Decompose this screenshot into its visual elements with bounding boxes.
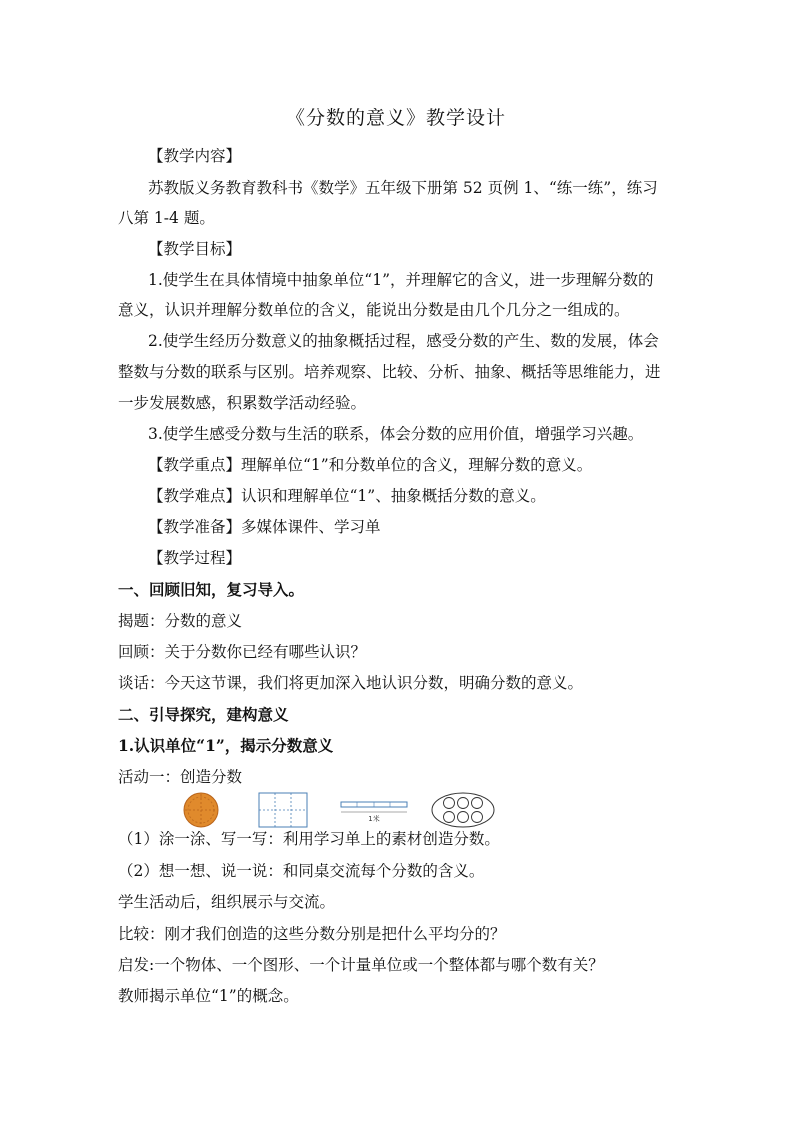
- ruler-label: 1米: [368, 815, 380, 823]
- section-heading-process: 【教学过程】: [148, 549, 242, 567]
- paragraph-line: 3.使学生感受分数与生活的联系，体会分数的应用价值，增强学习兴趣。: [148, 425, 644, 443]
- paragraph-line: 一步发展数感，积累数学活动经验。: [118, 394, 367, 412]
- difficult-point-line: 【教学难点】认识和理解单位“1”、抽象概括分数的意义。: [148, 487, 546, 505]
- paragraph-line: 八第 1-4 题。: [118, 209, 215, 227]
- cake-figure: [184, 793, 218, 827]
- paragraph-line: 谈话：今天这节课，我们将更加深入地认识分数，明确分数的意义。: [118, 674, 584, 692]
- paragraph-line: 回顾：关于分数你已经有哪些认识？: [118, 643, 367, 661]
- activity-step: （1）涂一涂、写一写：利用学习单上的素材创造分数。: [118, 830, 500, 848]
- key-point-line: 【教学重点】理解单位“1”和分数单位的含义，理解分数的意义。: [148, 456, 593, 474]
- process-step-heading: 一、回顾旧知，复习导入。: [118, 580, 305, 599]
- paragraph-line: 活动一：创造分数: [118, 768, 243, 786]
- process-step-heading: 二、引导探究，建构意义: [118, 705, 289, 724]
- paragraph-line: 苏教版义务教育教科书《数学》五年级下册第 52 页例 1、“练一练”，练习: [148, 179, 658, 197]
- rectangle-figure: [259, 793, 307, 827]
- oval-group-figure: [432, 793, 494, 827]
- sub-step-heading: 1.认识单位“1”，揭示分数意义: [118, 736, 334, 755]
- paragraph-line: 教师揭示单位“1”的概念。: [118, 987, 299, 1005]
- paragraph-line: 1.使学生在具体情境中抽象单位“1”，并理解它的含义，进一步理解分数的: [148, 271, 654, 289]
- ruler-figure: [341, 802, 407, 823]
- paragraph-line: 整数与分数的联系与区别。培养观察、比较、分析、抽象、概括等思维能力，进: [118, 363, 661, 381]
- document-title: 《分数的意义》教学设计: [285, 107, 506, 129]
- paragraph-line: 2.使学生经历分数意义的抽象概括过程，感受分数的产生、数的发展，体会: [148, 332, 659, 350]
- paragraph-line: 意义，认识并理解分数单位的含义，能说出分数是由几个几分之一组成的。: [118, 301, 630, 319]
- preparation-line: 【教学准备】多媒体课件、学习单: [148, 518, 381, 536]
- section-heading-objectives: 【教学目标】: [148, 240, 242, 258]
- activity-figures: [183, 790, 503, 830]
- paragraph-line: 学生活动后，组织展示与交流。: [118, 893, 336, 911]
- activity-step: （2）想一想、说一说：和同桌交流每个分数的含义。: [118, 862, 485, 880]
- paragraph-line: 比较：刚才我们创造的这些分数分别是把什么平均分的？: [118, 925, 506, 943]
- section-heading-content: 【教学内容】: [148, 147, 242, 165]
- paragraph-line: 启发:一个物体、一个图形、一个计量单位或一个整体都与哪个数有关？: [118, 956, 604, 974]
- paragraph-line: 揭题：分数的意义: [118, 612, 243, 630]
